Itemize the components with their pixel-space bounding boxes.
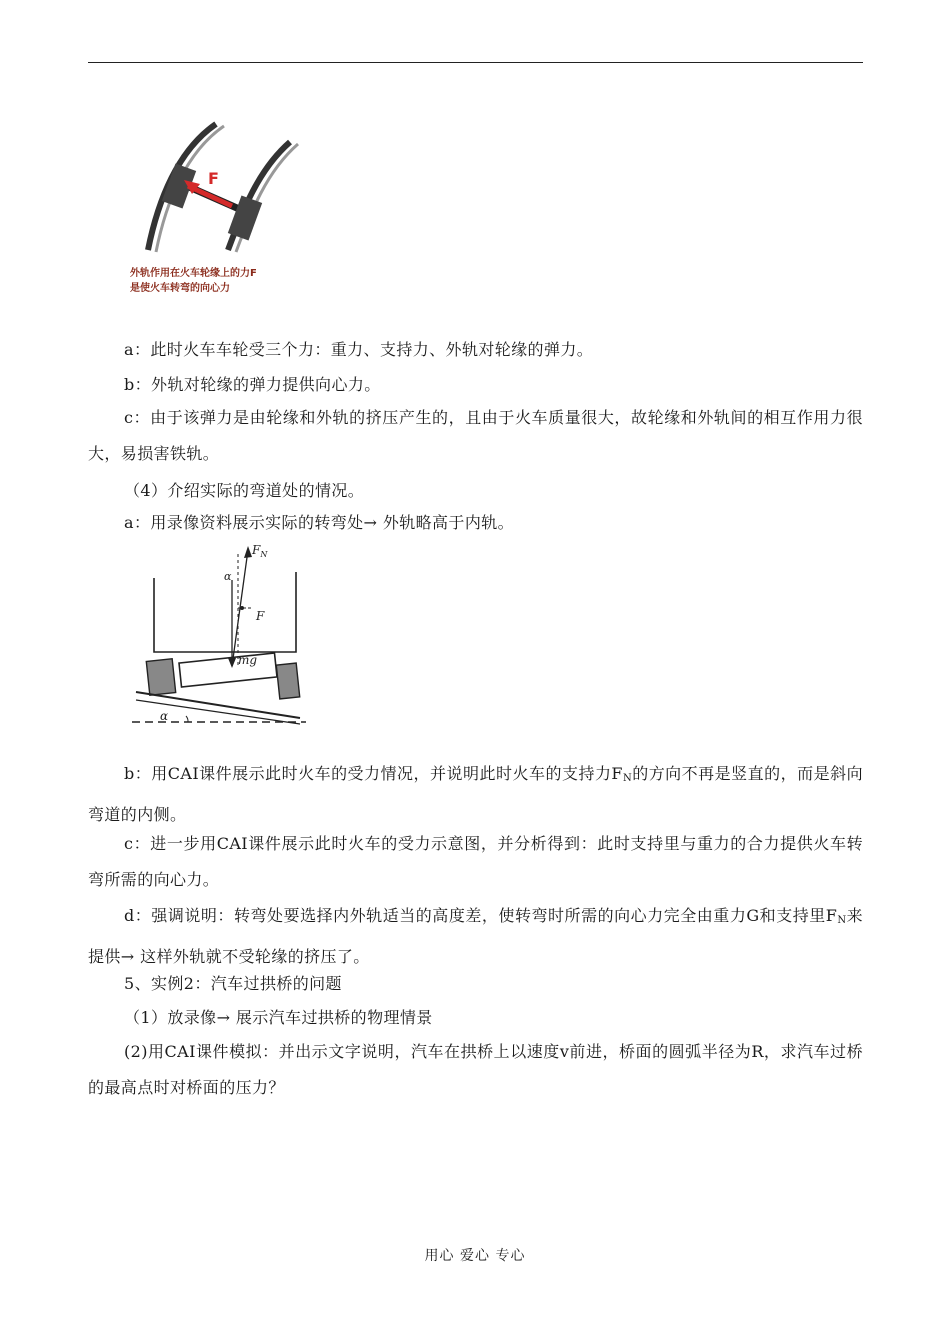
paragraph-flange-centripetal: b：外轨对轮缘的弹力提供向心力。 bbox=[124, 375, 381, 394]
angle-label: α bbox=[160, 709, 169, 723]
figure-banked-track bbox=[128, 540, 308, 730]
fn-label: $F_N$ bbox=[252, 543, 268, 559]
paragraph-height-difference: d：强调说明：转弯处要选择内外轨适当的高度差，使转弯时所需的向心力完全由重力G和支持里$F_N$来提供→ 这样外轨就不受轮缘的挤压了。 bbox=[88, 906, 863, 966]
paragraph-flange-damage: c：由于该弹力是由轮缘和外轨的挤压产生的，且由于火车质量很大，故轮缘和外轨间的相互作用力很大，易损害铁轨。 bbox=[88, 408, 863, 463]
paragraph-curve-intro: （4）介绍实际的弯道处的情况。 bbox=[124, 481, 365, 500]
banked-track-diagram bbox=[128, 540, 308, 730]
page-footer: 用心 爱心 专心 bbox=[424, 1248, 526, 1264]
paragraph-resultant-force: c：进一步用CAI课件展示此时火车的受力示意图，并分析得到：此时支持里与重力的合力提供火车转弯所需的向心力。 bbox=[88, 834, 863, 889]
paragraph-example2-title: 5、实例2：汽车过拱桥的问题 bbox=[124, 974, 342, 993]
paragraph-video-curve: a：用录像资料展示实际的转弯处→ 外轨略高于内轨。 bbox=[124, 513, 515, 532]
figure-flange-force bbox=[128, 120, 308, 302]
alpha-label: α bbox=[224, 570, 232, 583]
paragraph-three-forces: a：此时火车车轮受三个力：重力、支持力、外轨对轮缘的弹力。 bbox=[124, 340, 594, 359]
header-rule bbox=[88, 62, 863, 63]
force-label: F bbox=[208, 169, 219, 188]
figure-caption-line1: 外轨作用在火车轮缘上的力F bbox=[130, 268, 257, 279]
paragraph-support-force: b：用CAI课件展示此时火车的受力情况，并说明此时火车的支持力$F_N$的方向不再是竖直的，而是斜向弯道的内侧。 bbox=[88, 764, 864, 824]
mg-label: mg bbox=[238, 653, 258, 667]
f-label: F bbox=[256, 609, 265, 623]
figure-caption-line2: 是使火车转弯的向心力 bbox=[130, 283, 230, 294]
paragraph-cai-bridge: (2)用CAI课件模拟：并出示文字说明，汽车在拱桥上以速度v前进，桥面的圆弧半径为R，求汽车过桥的最高点时对桥面的压力？ bbox=[88, 1042, 863, 1097]
flange-force-diagram bbox=[128, 120, 308, 302]
paragraph-video-bridge: （1）放录像→ 展示汽车过拱桥的物理情景 bbox=[124, 1008, 433, 1027]
